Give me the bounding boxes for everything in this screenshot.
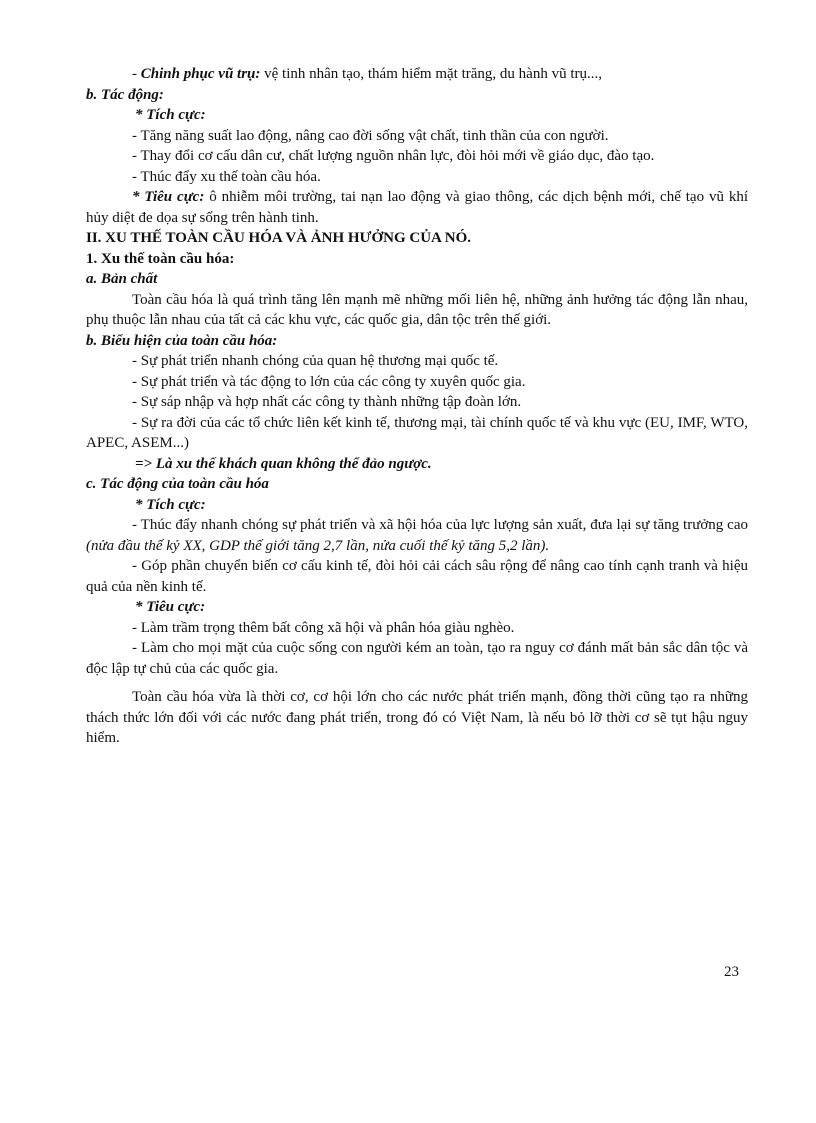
essence-paragraph: Toàn cầu hóa là quá trình tăng lên mạnh mẽ những mối liên hệ, những ảnh hưởng tác động lẫn nhau, phụ thuộc lẫn nhau của tất cả các khu vực, các quốc gia, dân tộc trên thế giới. — [86, 291, 748, 328]
negative-impact-1: - Làm trầm trọng thêm bất công xã hội và phân hóa giàu nghèo. — [132, 619, 515, 636]
space-conquest-text: vệ tinh nhân tạo, thám hiểm mặt trăng, du hành vũ trụ..., — [260, 66, 602, 82]
positive-item-2: - Thay đổi cơ cấu dân cư, chất lượng nguồn nhân lực, đòi hỏi mới về giáo dục, đào tạo. — [132, 148, 655, 164]
heading-c-impact: c. Tác động của toàn cầu hóa — [86, 476, 269, 492]
negative-impact-2: - Làm cho mọi mặt của cuộc sống con người kém an toàn, tạo ra nguy cơ đánh mất bản sắc dân tộc và độc lập tự chủ của các quốc gia. — [86, 640, 748, 677]
conclusion-line: => Là xu thế khách quan không thể đảo ngược. — [135, 455, 432, 472]
heading-b-manifestation: b. Biểu hiện của toàn cầu hóa: — [86, 332, 278, 349]
negative-paragraph-1 — [86, 187, 748, 228]
heading-b-impact: b. Tác động: — [86, 86, 164, 103]
positive-impact-1 — [86, 515, 748, 556]
manifestation-item-1: - Sự phát triển nhanh chóng của quan hệ thương mại quốc tế. — [132, 353, 499, 369]
space-conquest-label: Chinh phục vũ trụ: — [140, 66, 261, 82]
heading-negative-2: * Tiêu cực: — [135, 599, 206, 615]
positive-impact-2: - Góp phần chuyển biến cơ cấu kinh tế, đòi hỏi cải cách sâu rộng để nâng cao tính cạnh tranh và hiệu quả của nền kinh tế. — [86, 558, 748, 595]
positive-item-1: - Tăng năng suất lao động, nâng cao đời sống vật chất, tinh thần của con người. — [132, 127, 609, 144]
positive-impact-1-note: (nửa đầu thế kỷ XX, GDP thế giới tăng 2,7 lần, nửa cuối thế kỷ tăng 5,2 lần). — [86, 537, 550, 554]
section-II-heading: II. XU THẾ TOÀN CẦU HÓA VÀ ẢNH HƯỞNG CỦA NÓ. — [86, 230, 472, 246]
space-conquest-line — [86, 64, 748, 85]
negative-text: ô nhiễm môi trường, tai nạn lao động và giao thông, các dịch bệnh mới, chế tạo vũ khí hủy diệt đe dọa sự sống trên hành tinh. — [86, 189, 748, 226]
positive-impact-1-text: - Thúc đẩy nhanh chóng sự phát triển và xã hội hóa của lực lượng sản xuất, đưa lại sự tăng trưởng cao — [132, 517, 748, 533]
dash: - — [132, 66, 141, 82]
heading-positive-1: * Tích cực: — [135, 107, 206, 123]
manifestation-item-3: - Sự sáp nhập và hợp nhất các công ty thành những tập đoàn lớn. — [132, 394, 522, 410]
heading-a-essence: a. Bản chất — [86, 271, 158, 287]
manifestation-item-4: - Sự ra đời của các tổ chức liên kết kinh tế, thương mại, tài chính quốc tế và khu vực (EU, IMF, WTO, APEC, ASEM...) — [86, 414, 748, 451]
page-number: 23 — [724, 964, 739, 980]
page-content — [86, 64, 748, 749]
subsection-1-heading: 1. Xu thế toàn cầu hóa: — [86, 250, 235, 267]
manifestation-item-2: - Sự phát triển và tác động to lớn của các công ty xuyên quốc gia. — [132, 373, 526, 390]
positive-item-3: - Thúc đẩy xu thế toàn cầu hóa. — [132, 168, 321, 185]
final-paragraph: Toàn cầu hóa vừa là thời cơ, cơ hội lớn cho các nước phát triển mạnh, đồng thời cũng tạo ra những thách thức lớn đối với các nước đang phát triển, trong đó có Việt Nam, là nếu bỏ lỡ thời cơ sẽ tụt hậu nguy hiểm. — [86, 689, 748, 746]
negative-label: * Tiêu cực: — [132, 189, 205, 205]
heading-positive-2: * Tích cực: — [135, 496, 206, 513]
